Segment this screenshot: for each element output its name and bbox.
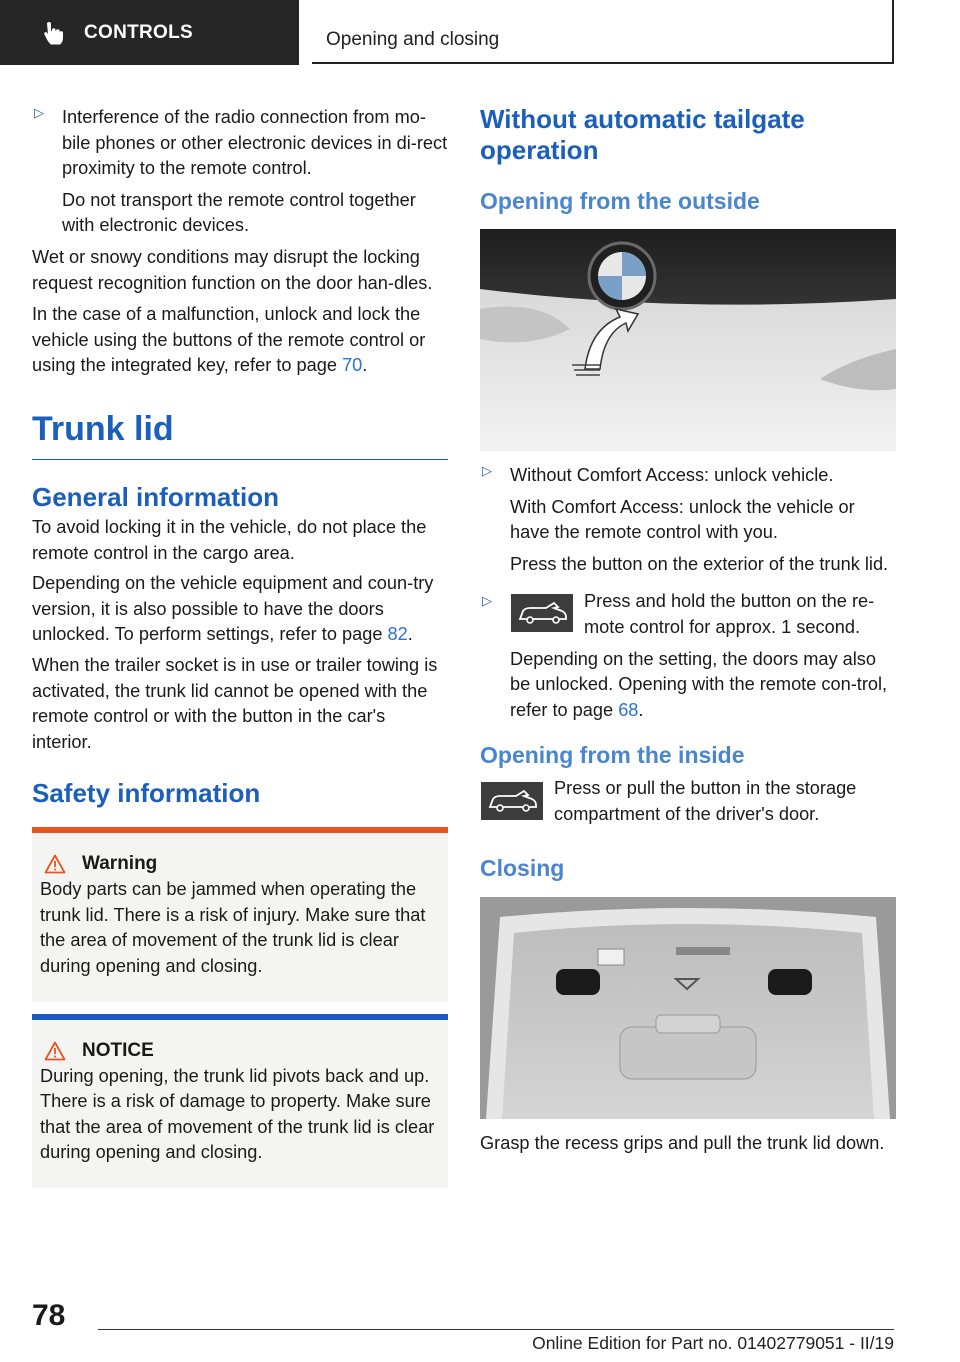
warning-triangle-icon: [44, 1041, 66, 1061]
header-chapter: [312, 0, 894, 64]
chapter-title: Opening and closing: [326, 29, 500, 50]
hand-pointer-icon: [38, 20, 64, 46]
notice-title-row: [40, 1040, 440, 1062]
closing-text: Grasp the recess grips and pull the trunk lid down.: [480, 1132, 885, 1153]
warning-text: Body parts can be jammed when operating the trunk lid. There is a risk of injury. Make sure that the area of movement of the trunk lid is clear during opening and closing.: [40, 879, 426, 977]
warning-title: Warning: [82, 853, 158, 875]
heading-without-automatic: Without automatic tailgate operation: [480, 104, 805, 165]
trunk-lid-interior-photo: [480, 897, 896, 1119]
footer-rule: [98, 1329, 894, 1330]
inside-row: [480, 778, 896, 827]
list-item: [32, 105, 448, 182]
heading-general-information: General information: [32, 481, 280, 512]
page-link[interactable]: 70: [342, 355, 363, 376]
heading-closing: Closing: [480, 854, 565, 881]
heading-safety-information: Safety information: [32, 778, 261, 809]
bullet-text: Interference of the radio connection from mo-bile phones or other electronic devices in di-rect proximity to the remote control.: [62, 107, 448, 179]
page-link[interactable]: 82: [387, 624, 408, 645]
bullet-subtext: With Comfort Access: unlock the vehicle or have the remote control with you.: [510, 496, 855, 543]
title-rule: [32, 459, 448, 460]
warning-title-row: [40, 853, 440, 875]
warning-box: [32, 827, 448, 1001]
paragraph: To avoid locking it in the vehicle, do not place the remote control in the cargo area.: [32, 516, 427, 563]
list-item: [480, 463, 896, 489]
page-link[interactable]: 68: [618, 699, 639, 720]
list-item: [480, 593, 896, 640]
notice-box: [32, 1014, 448, 1188]
bullet-text: Press and hold the button on the re-mote control for approx. 1 second.: [584, 591, 875, 637]
notice-title: NOTICE: [82, 1039, 154, 1061]
footer-edition: Online Edition for Part no. 01402779051 - II/19: [532, 1333, 894, 1353]
paragraph-text: In the case of a malfunction, unlock and lock the vehicle using the buttons of the remote control or using the integrated key, refer to page: [32, 304, 426, 376]
bullet-subtext: Do not transport the remote control together with electronic devices.: [62, 189, 416, 236]
warning-bar: [32, 827, 448, 833]
right-column: [480, 96, 896, 1156]
header-section-tab: [0, 0, 299, 65]
heading-opening-outside: Opening from the outside: [480, 188, 760, 214]
inside-text: Press or pull the button in the storage compartment of the driver's door.: [554, 778, 857, 824]
left-column: [32, 96, 448, 1188]
bullet-text: Without Comfort Access: unlock vehicle.: [510, 465, 834, 485]
notice-text: During opening, the trunk lid pivots back and up. There is a risk of damage to property. Make sure that the area of movement of the trunk lid is clear during opening and closing.: [40, 1065, 435, 1163]
car-trunk-button-icon: [510, 593, 574, 633]
section-title: CONTROLS: [84, 21, 194, 43]
paragraph-malfunction: In the case of a malfunction, unlock and lock the vehicle using the buttons of the remote control or using the integrated key, refer to page 70.: [32, 304, 426, 376]
paragraph-wet: Wet or snowy conditions may disrupt the locking request recognition function on the door han-dles.: [32, 246, 433, 293]
bullet-triangle-icon: ▷: [482, 463, 492, 478]
paragraph: Depending on the vehicle equipment and coun-try version, it is also possible to have the doors unlocked. To perform settings, refer to page 82.: [32, 573, 434, 645]
bullet-triangle-icon: ▷: [482, 593, 492, 609]
notice-bar: [32, 1014, 448, 1020]
warning-triangle-icon: [44, 854, 66, 874]
bullet-subtext: Depending on the setting, the doors may also be unlocked. Opening with the remote con-trol, refer to page 68.: [510, 648, 888, 720]
bullet-triangle-icon: ▷: [34, 105, 44, 120]
car-trunk-button-icon: [480, 781, 544, 821]
heading-opening-inside: Opening from the inside: [480, 742, 745, 769]
trunk-button-photo: [480, 229, 896, 451]
paragraph-text: Depending on the vehicle equipment and coun-try version, it is also possible to have the doors unlocked. To perform settings, refer to page: [32, 573, 434, 645]
bullet-subtext: Press the button on the exterior of the trunk lid.: [510, 553, 889, 574]
page-number: 78: [32, 1299, 66, 1332]
page-title: Trunk lid: [32, 409, 174, 448]
paragraph-text: Depending on the setting, the doors may also be unlocked. Opening with the remote con-trol, refer to page: [510, 648, 888, 720]
paragraph: When the trailer socket is in use or trailer towing is activated, the trunk lid cannot be opened with the remote control or with the button in the car's interior.: [32, 654, 438, 752]
